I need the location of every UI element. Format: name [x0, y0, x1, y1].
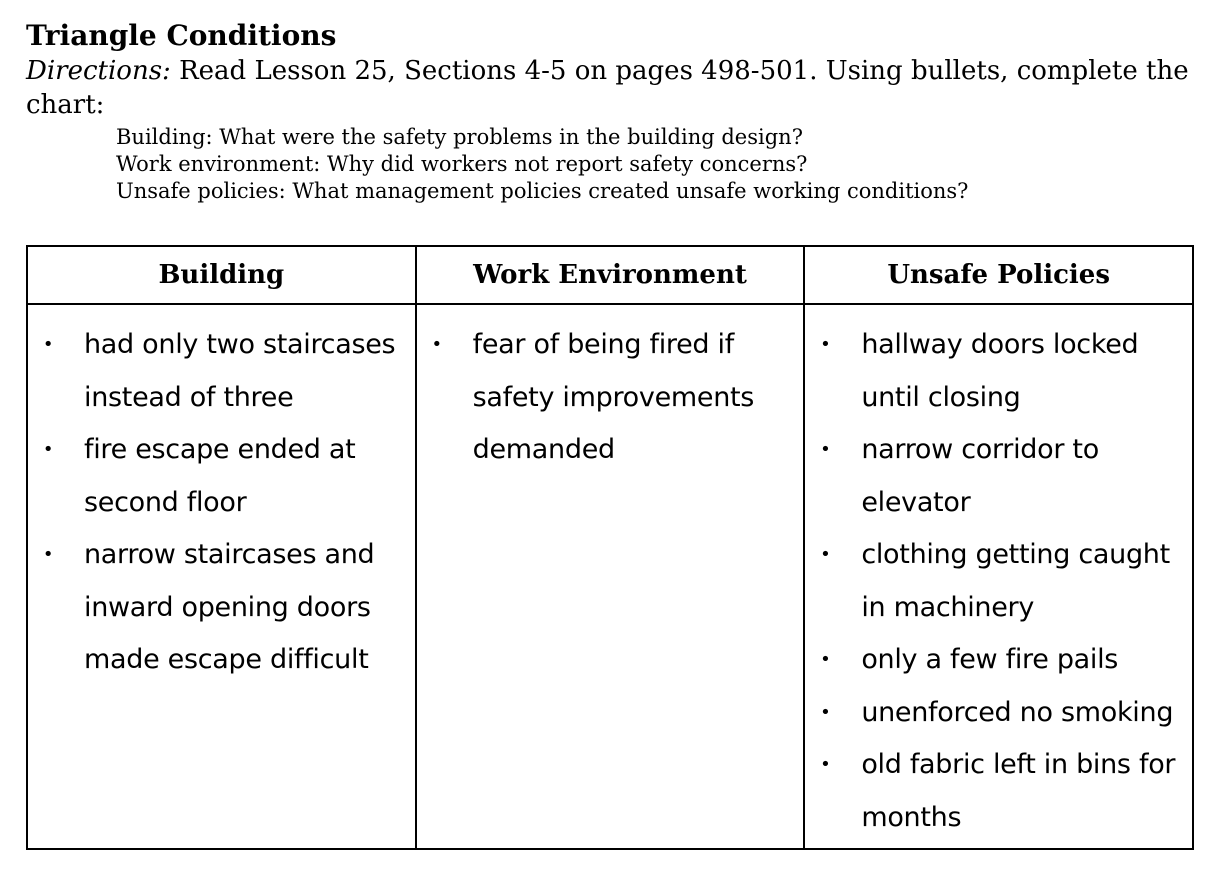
- directions-text: Read Lesson 25, Sections 4-5 on pages 498-501. Using bullets, complete the chart:: [26, 56, 1189, 120]
- list-item: [28, 319, 403, 424]
- chart-body-row: [27, 304, 1193, 849]
- bullet-icon: •: [820, 754, 831, 775]
- conditions-chart: [26, 245, 1194, 850]
- list-item-text: old fabric left in bins for months: [861, 749, 1176, 833]
- bullet-icon: •: [42, 334, 54, 355]
- list-item: [417, 319, 792, 477]
- header-unsafe-policies: Unsafe Policies: [804, 246, 1193, 304]
- list-item: [805, 529, 1180, 634]
- bullet-icon: •: [820, 649, 831, 670]
- question-building: Building: What were the safety problems in the building design?: [116, 125, 803, 149]
- building-list: [28, 305, 415, 687]
- guiding-questions: [116, 124, 1196, 205]
- bullet-icon: •: [820, 439, 831, 460]
- header-building: Building: [27, 246, 416, 304]
- cell-work-environment: [416, 304, 805, 849]
- bullet-icon: •: [820, 334, 831, 355]
- list-item-text: hallway doors locked until closing: [861, 329, 1139, 413]
- cell-unsafe-policies: [804, 304, 1193, 849]
- list-item: [28, 529, 403, 687]
- question-unsafe-policies: Unsafe policies: What management policies created unsafe working conditions?: [116, 179, 969, 203]
- bullet-icon: •: [820, 701, 831, 723]
- list-item: [805, 687, 1180, 740]
- list-item-text: clothing getting caught in machinery: [861, 539, 1170, 623]
- list-item-text: had only two staircases instead of three: [84, 329, 396, 413]
- list-item: [805, 634, 1180, 687]
- document-title: Triangle Conditions: [26, 19, 337, 52]
- list-item-text: fire escape ended at second floor: [84, 434, 356, 518]
- chart-header-row: [27, 246, 1193, 304]
- unsafe-policies-list: [805, 305, 1192, 844]
- list-item: [28, 424, 403, 529]
- list-item-text: only a few fire pails: [861, 644, 1119, 675]
- list-item-text: unenforced no smoking: [861, 696, 1174, 728]
- bullet-icon: •: [42, 439, 54, 460]
- directions: [26, 54, 1196, 122]
- list-item-text: fear of being fired if safety improvements demanded: [472, 329, 755, 465]
- bullet-icon: •: [42, 544, 54, 565]
- list-item: [805, 319, 1180, 424]
- work-environment-list: [417, 305, 804, 477]
- bullet-icon: •: [820, 544, 831, 565]
- bullet-icon: •: [431, 334, 442, 355]
- document-page: [26, 18, 1196, 205]
- directions-label: Directions:: [26, 56, 171, 86]
- question-work-environment: Work environment: Why did workers not report safety concerns?: [116, 152, 808, 176]
- list-item-text: narrow staircases and inward opening doors made escape difficult: [84, 539, 375, 675]
- list-item: [805, 739, 1180, 844]
- list-item-text: narrow corridor to elevator: [861, 434, 1099, 518]
- list-item: [805, 424, 1180, 529]
- header-work-environment: Work Environment: [416, 246, 805, 304]
- cell-building: [27, 304, 416, 849]
